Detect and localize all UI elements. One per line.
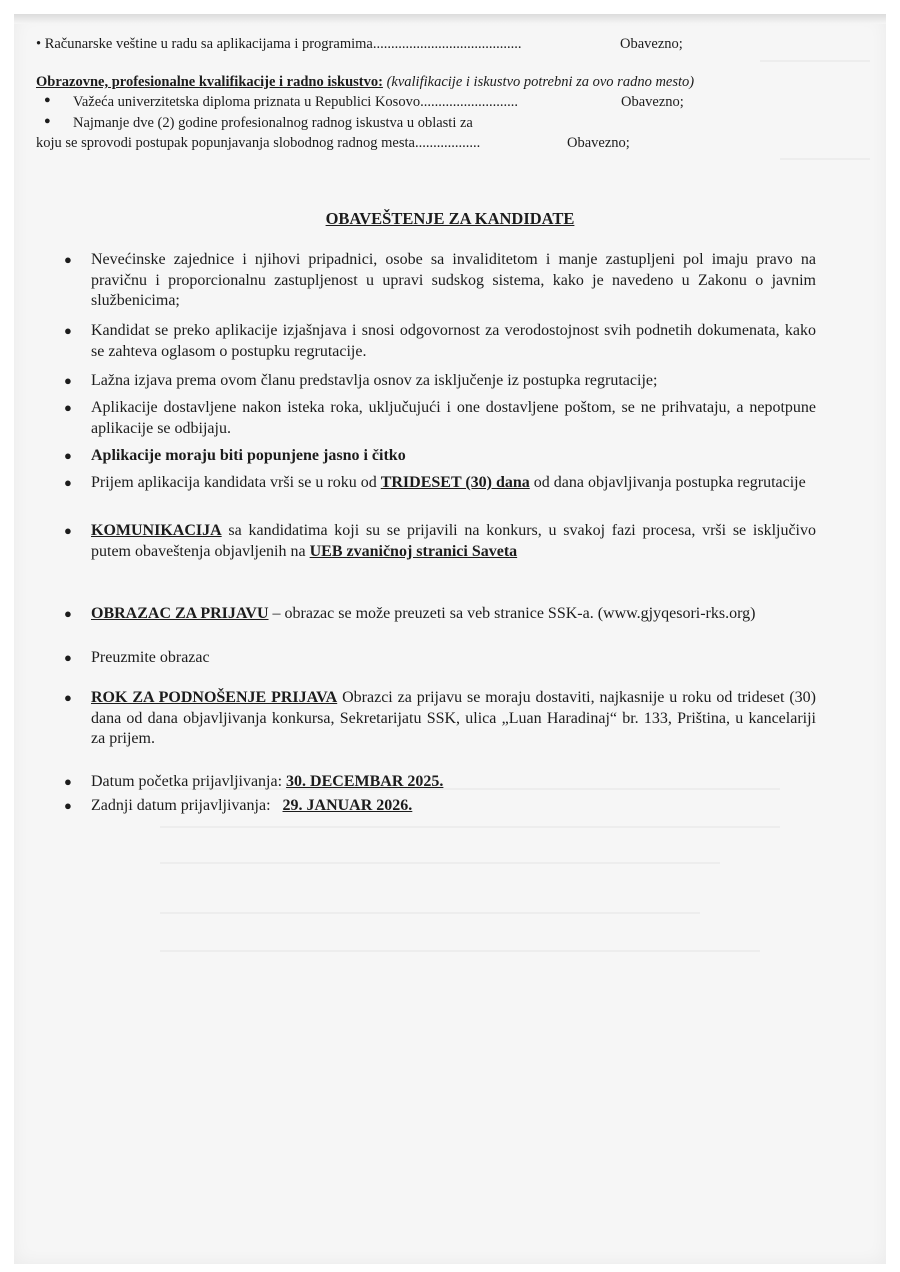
council-website-link[interactable]: UEB zvaničnoj stranici Saveta [309,542,518,560]
communication-emphasis: KOMUNIKACIJA [91,522,222,539]
notice-text-part: od dana objavljivanja postupka regrutacije [529,474,806,491]
end-date-value: 29. JANUAR 2026. [282,797,413,814]
list-item [64,398,816,439]
experience-line-a: Najmanje dve (2) godine profesionalnog radnog iskustva u oblasti za [73,115,473,131]
bullet-icon: ● [64,475,72,490]
list-item [64,473,816,494]
bullet-icon: ● [64,448,72,463]
download-form-text: Preuzmite obrazac [91,649,210,666]
experience-line-b: koju se sprovodi postupak popunjavanja slobodnog radnog mesta.................. [36,135,481,151]
diploma-status: Obavezno; [621,94,684,110]
notice-text-part: sa kandidatima koji su se prijavili na konkurs, u svakoj fazi procesa, vrši se isključivo putem obaveštenja objavljenih na [91,522,816,560]
notice-text: Aplikacije dostavljene nakon isteka roka, uključujući i one dostavljene poštom, se ne prihvataju, a nepotpune aplikacije se odbijaju. [91,399,816,437]
list-item [64,321,816,362]
bullet-icon: ● [44,94,51,106]
qualifications-note: (kvalifikacije i iskustvo potrebni za ovo radno mesto) [386,74,695,90]
qualifications-heading: Obrazovne, profesionalne kvalifikacije i radno iskustvo: [36,74,383,90]
list-item [64,446,816,467]
notice-text [91,521,816,562]
notice-text [91,604,817,625]
deadline-emphasis: TRIDESET (30) dana [380,474,530,491]
list-item [64,772,816,793]
list-item [64,688,816,750]
bullet-icon: ● [64,690,72,705]
notice-text-part: – obrazac se može preuzeti sa veb stranice SSK-a. (www.gjyqesori-rks.org) [268,605,756,622]
qualifications-line [36,74,694,91]
experience-status: Obavezno; [567,135,630,151]
list-item [64,604,816,625]
start-date-line [91,772,816,793]
bullet-icon: ● [64,373,72,388]
submission-deadline-emphasis: ROK ZA PODNOŠENJE PRIJAVA [91,689,338,706]
bullet-icon: ● [64,523,72,538]
start-date-label: Datum početka prijavljivanja: [91,773,287,790]
end-date-label: Zadnji datum prijavljivanja: [91,797,283,814]
bleed-through [760,60,870,62]
bullet-icon: ● [44,115,51,127]
notice-text: Aplikacije moraju biti popunjene jasno i čitko [91,447,406,464]
list-item [64,648,816,669]
bullet-icon: ● [64,606,72,621]
notice-text: Nevećinske zajednice i njihovi pripadnici, osobe sa invaliditetom i manje zastupljeni pol imaju pravo na pravičnu i proporcionalnu zastupljenost u upravi sudskog sistema, kako je navedeno u Zakonu o javnim službenicima; [91,251,816,309]
notice-text [91,473,816,494]
skills-line: • Računarske veštine u radu sa aplikacijama i programima......................................... [36,36,522,52]
bullet-icon: ● [64,323,72,338]
bullet-icon: ● [64,798,72,813]
list-item [64,371,816,392]
application-form-emphasis: OBRAZAC ZA PRIJAVU [91,605,269,622]
skills-status: Obavezno; [620,36,683,52]
bullet-icon: ● [64,400,72,415]
bullet-icon: ● [64,650,72,665]
bullet-icon: ● [64,252,72,267]
diploma-line: Važeća univerzitetska diploma priznata u Republici Kosovo........................... [73,94,518,110]
scan-top-edge [14,14,886,24]
bleed-through [160,950,760,952]
notice-text: Kandidat se preko aplikacije izjašnjava i snosi odgovornost za verodostojnost svih podnetih dokumenata, kako se zahteva oglasom o postupku regrutacije. [91,322,816,360]
list-item [64,250,816,312]
bleed-through [160,826,780,828]
notice-text [91,688,816,750]
notice-text: Lažna izjava prema ovom članu predstavlja osnov za isključenje iz postupka regrutacije; [91,372,658,389]
bleed-through [160,912,700,914]
bullet-icon: ● [64,774,72,789]
document-page [14,14,886,1264]
end-date-line [91,796,816,817]
bleed-through [160,862,720,864]
notice-text-part: Prijem aplikacija kandidata vrši se u roku od [91,474,381,491]
start-date-value: 30. DECEMBAR 2025. [286,773,444,790]
notice-text-part: Obrazci za prijavu se moraju dostaviti, najkasnije u roku od trideset (30) dana od dana objavljivanja konkursa, Sekretarijatu SSK, ulica „Luan Haradinaj“ br. 133, Priština, u kancelariji za prijem. [91,689,817,747]
bleed-through [780,158,870,160]
list-item [64,521,816,562]
list-item [64,796,816,817]
notice-heading: OBAVEŠTENJE ZA KANDIDATE [325,209,575,228]
